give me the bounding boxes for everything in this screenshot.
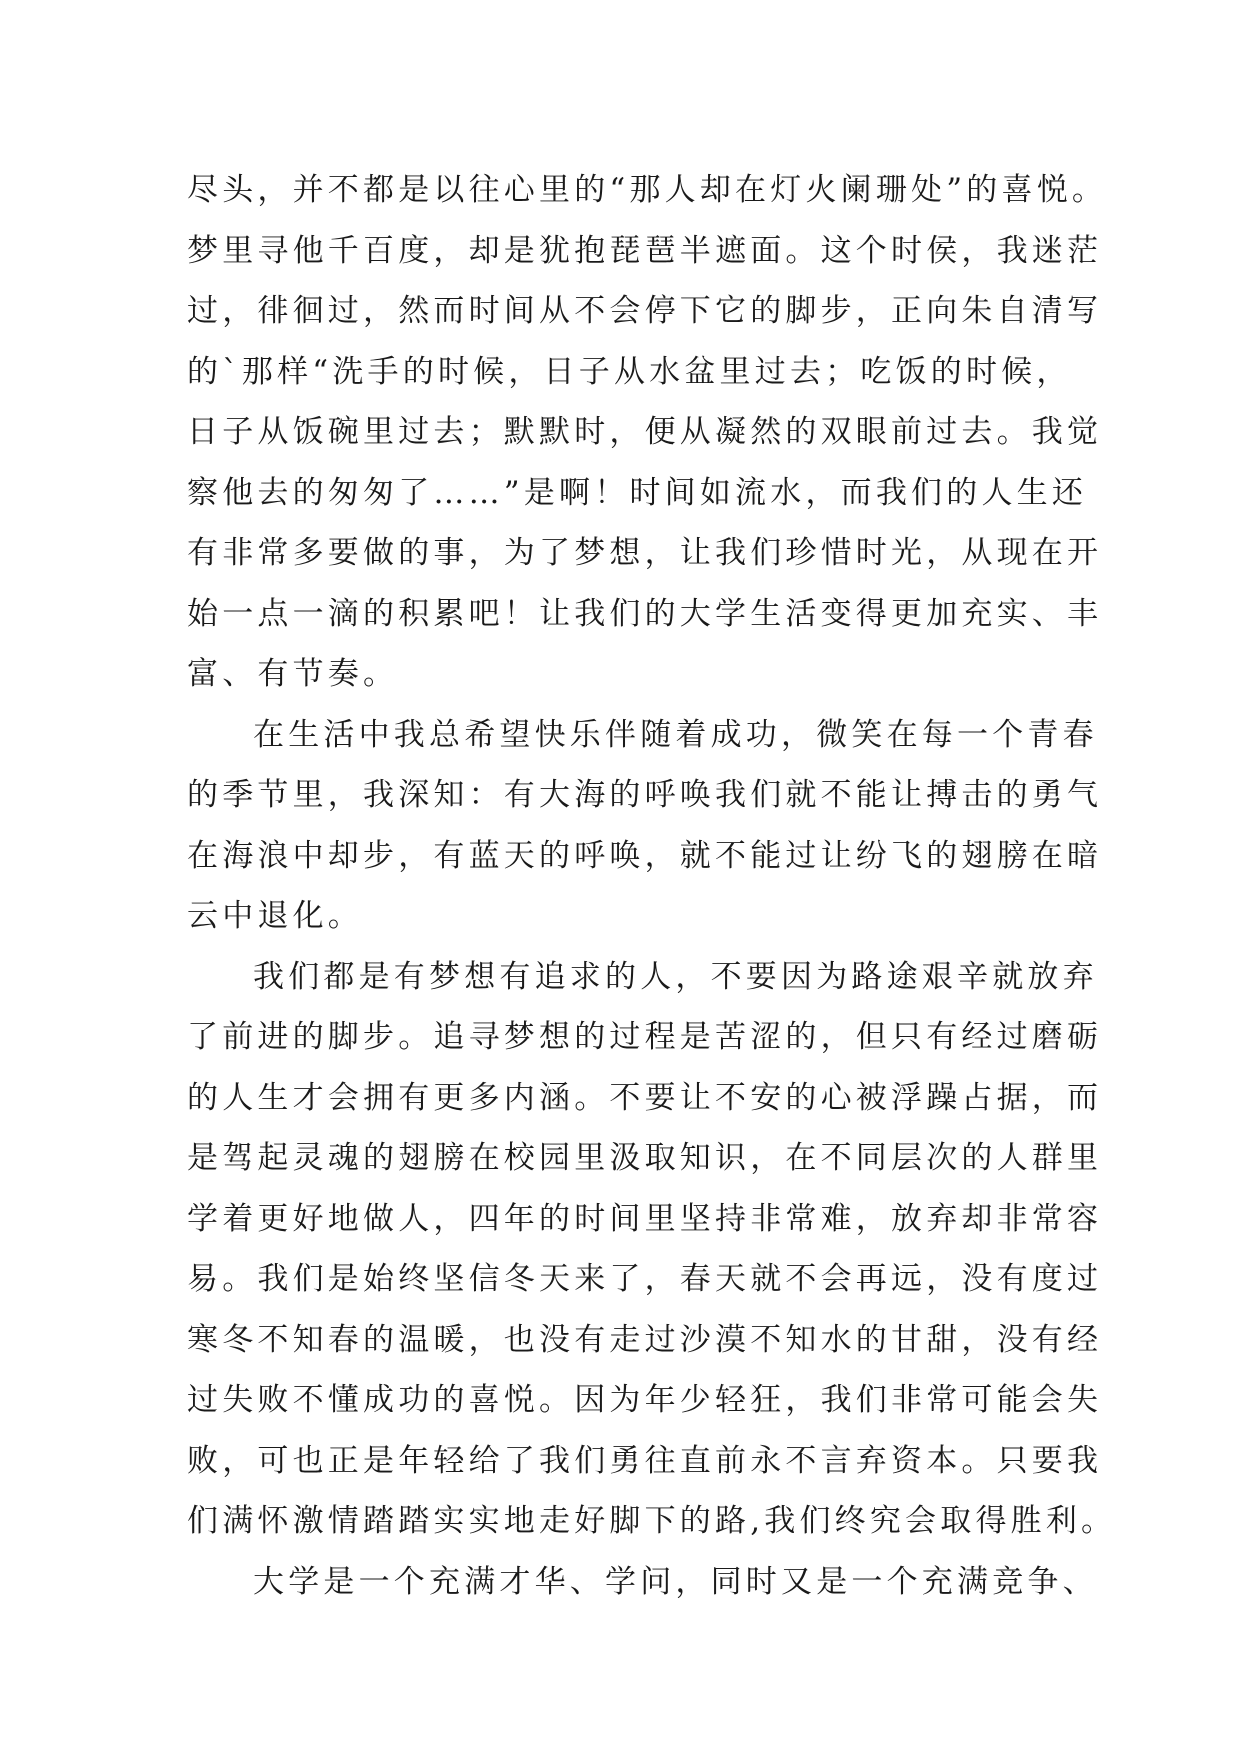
text-line: 过失败不懂成功的喜悦。因为年少轻狂，我们非常可能会失 [187,1382,1103,1418]
text-line: 在海浪中却步，有蓝天的呼唤，就不能过让纷飞的翅膀在暗 [187,837,1103,874]
text-line: 寒冬不知春的温暖，也没有走过沙漠不知水的甘甜，没有经 [187,1321,1103,1358]
text-line: 梦里寻他千百度，却是犹抱琵琶半遮面。这个时侯，我迷茫 [187,232,1103,269]
text-line: 的`那样“洗手的时候，日子从水盆里过去；吃饭的时候， [187,353,1072,390]
text-line: 富、有节奏。 [187,656,399,692]
text-line: 有非常多要做的事，为了梦想，让我们珍惜时光，从现在开 [187,535,1103,571]
text-line: 察他去的匆匆了……”是啊！时间如流水，而我们的人生还 [187,474,1088,511]
document-body [187,160,1117,1612]
text-line: 日子从饭碗里过去；默默时，便从凝然的双眼前过去。我觉 [187,414,1103,450]
text-line: 的季节里，我深知：有大海的呼唤我们就不能让搏击的勇气 [187,777,1103,813]
paragraph-start-line: 我们都是有梦想有追求的人，不要因为路途艰辛就放弃 [253,958,1098,995]
text-line: 了前进的脚步。追寻梦想的过程是苦涩的，但只有经过磨砺 [187,1019,1103,1055]
text-line: 易。我们是始终坚信冬天来了，春天就不会再远，没有度过 [187,1261,1103,1297]
text-line: 始一点一滴的积累吧！让我们的大学生活变得更加充实、丰 [187,595,1103,632]
text-line: 学着更好地做人，四年的时间里坚持非常难，放弃却非常容 [187,1200,1103,1237]
paragraph-start-line: 在生活中我总希望快乐伴随着成功，微笑在每一个青春 [253,716,1098,753]
text-line: 败，可也正是年轻给了我们勇往直前永不言弃资本。只要我 [187,1442,1103,1479]
text-line: 的人生才会拥有更多内涵。不要让不安的心被浮躁占据，而 [187,1079,1103,1116]
paragraph-start-line: 大学是一个充满才华、学问，同时又是一个充满竞争、 [253,1563,1098,1600]
text-line: 们满怀激情踏踏实实地走好脚下的路,我们终究会取得胜利。 [187,1503,1117,1539]
text-line: 云中退化。 [187,898,363,934]
text-line: 过，徘徊过，然而时间从不会停下它的脚步，正向朱自清写 [187,293,1103,329]
text-line: 是驾起灵魂的翅膀在校园里汲取知识，在不同层次的人群里 [187,1140,1103,1176]
text-line: 尽头，并不都是以往心里的“那人却在灯火阑珊处”的喜悦。 [187,172,1108,208]
